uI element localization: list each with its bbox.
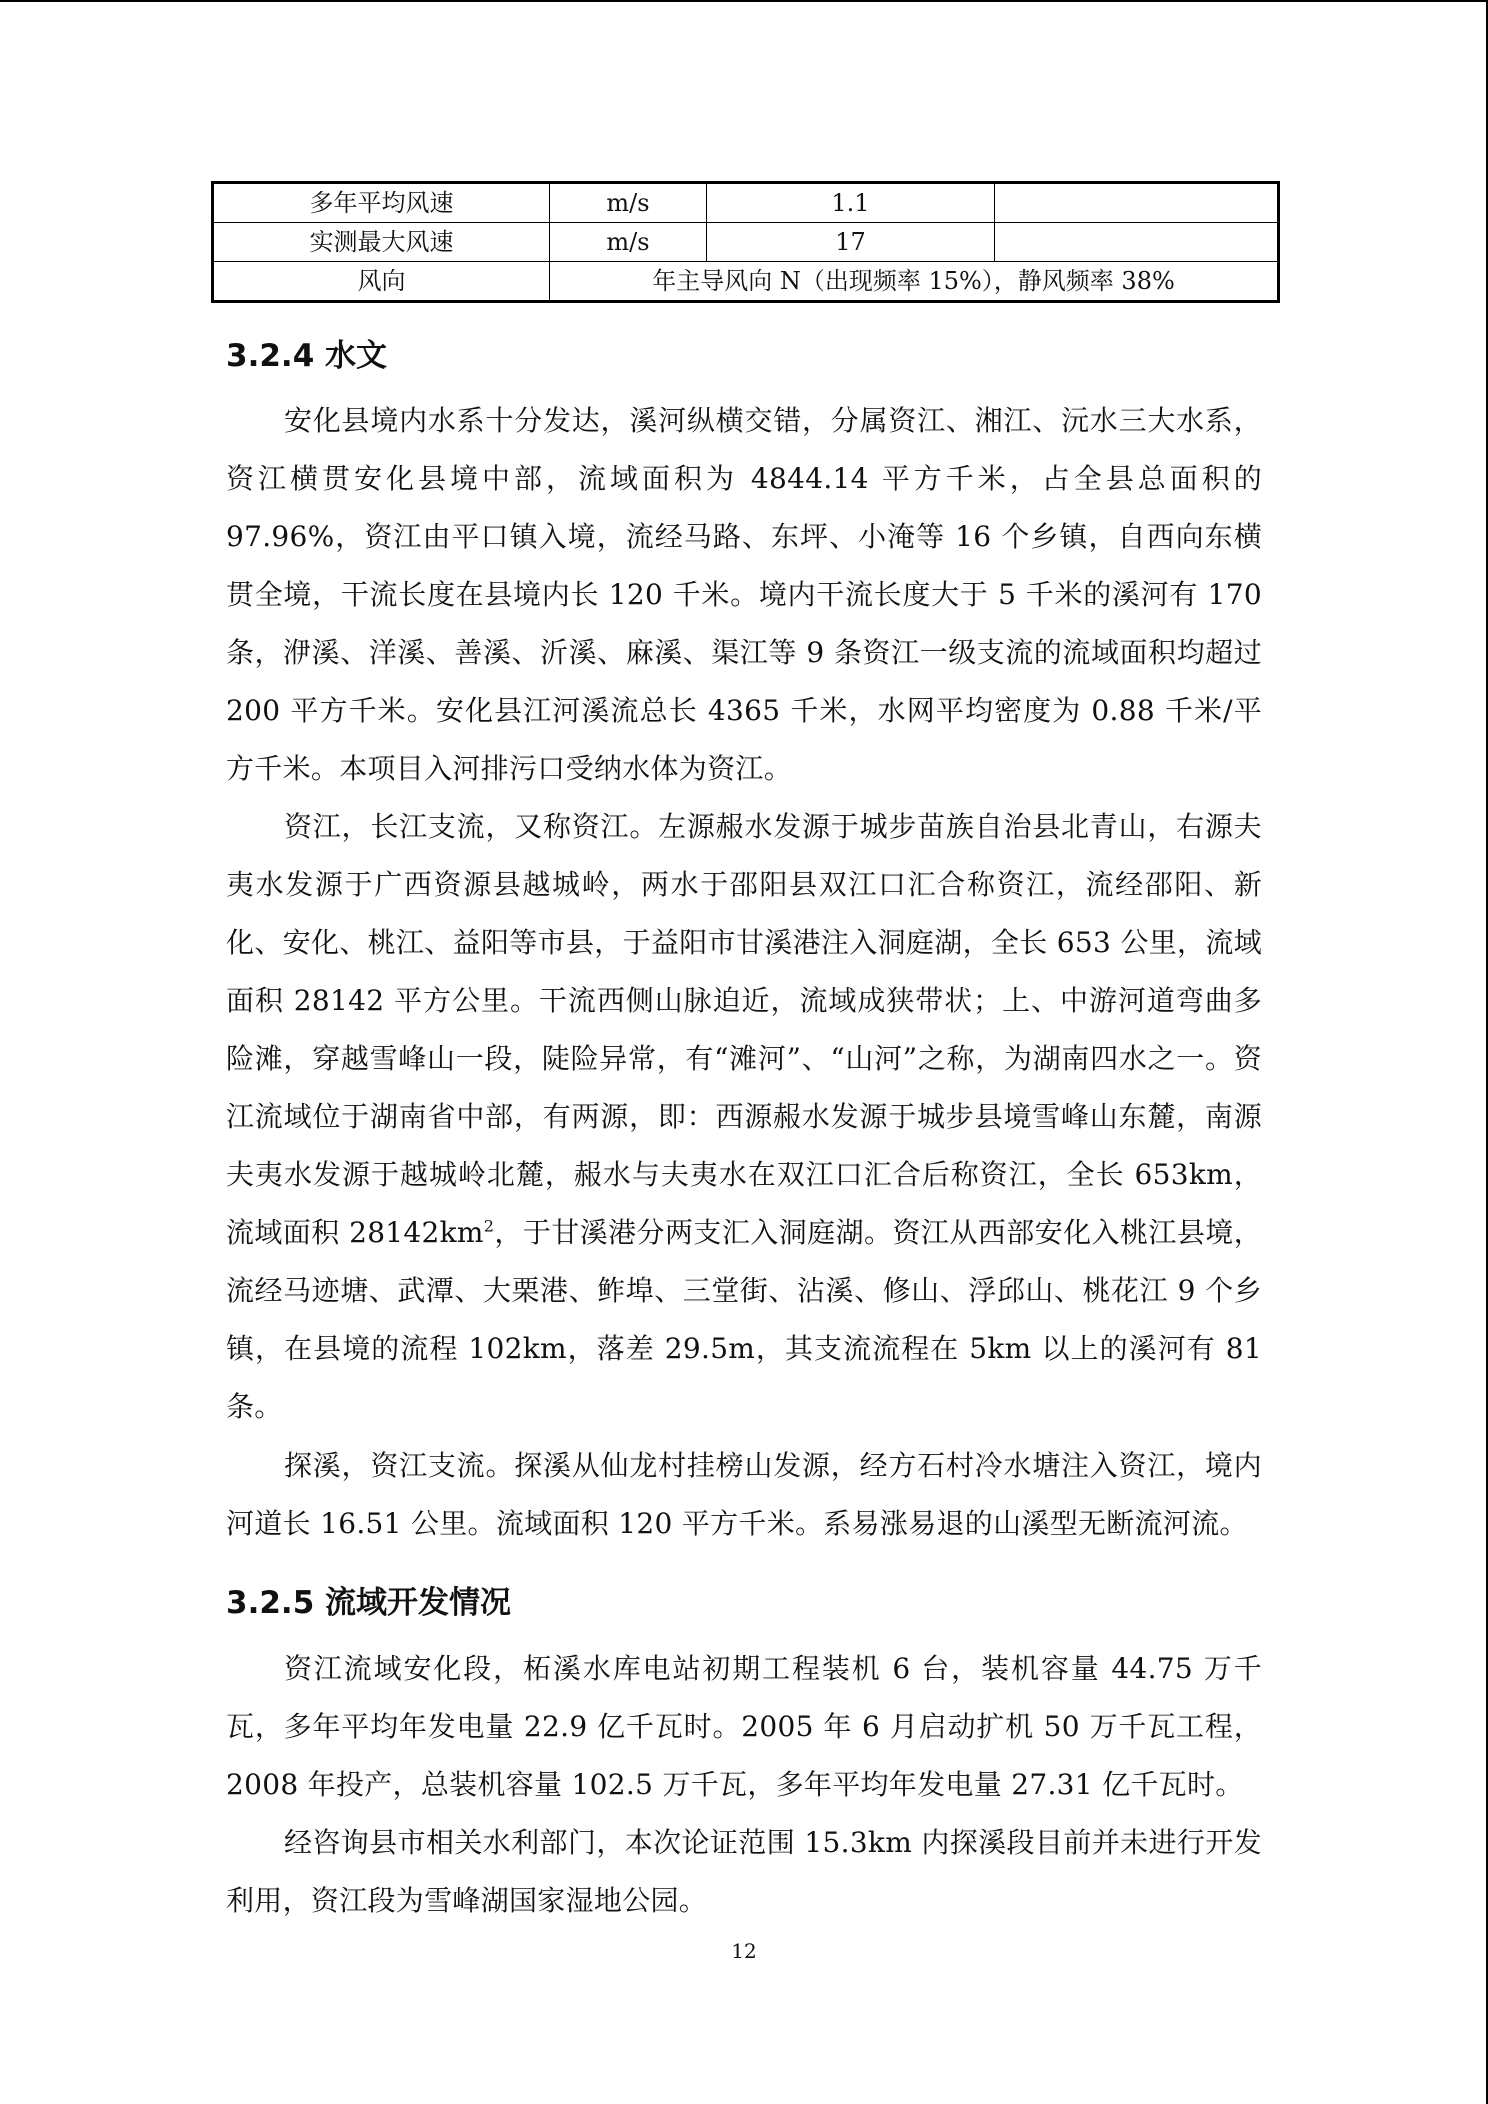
table-cell-item: 实测最大风速 bbox=[213, 223, 550, 262]
hydrology-paragraph-2-text-b: ，于甘溪港分两支汇入洞庭湖。资江从西部安化入桃江县境，流经马迹塘、武潭、大栗港、鲊埠、三堂街、沾溪、修山、浮邱山、桃花江 9 个乡镇，在县境的流程 102km，落差 29.5m，其支流流程在 5km 以上的溪河有 81 条。 bbox=[226, 1216, 1262, 1423]
climate-table bbox=[211, 181, 1280, 303]
development-paragraph-1: 资江流域安化段，柘溪水库电站初期工程装机 6 台，装机容量 44.75 万千瓦，多年平均年发电量 22.9 亿千瓦时。2005 年 6 月启动扩机 50 万千瓦工程，2008 年投产，总装机容量 102.5 万千瓦，多年平均年发电量 27.31 亿千瓦时。 bbox=[226, 1652, 1262, 1801]
page-number: 12 bbox=[731, 1939, 757, 1963]
table-cell-item: 风向 bbox=[213, 262, 550, 302]
superscript-2: 2 bbox=[483, 1216, 495, 1236]
hydrology-paragraph-2-text-a: 资江，长江支流，又称资江。左源赧水发源于城步苗族自治县北青山，右源夫夷水发源于广西资源县越城岭，两水于邵阳县双江口汇合称资江，流经邵阳、新化、安化、桃江、益阳等市县，于益阳市甘溪港注入洞庭湖，全长 653 公里，流域面积 28142 平方公里。干流西侧山脉迫近，流域成狭带状；上、中游河道弯曲多险滩，穿越雪峰山一段，陡险异常，有“滩河”、“山河”之称，为湖南四水之一。资江流域位于湖南省中部，有两源，即：西源赧水发源于城步县境雪峰山东麓，南源夫夷水发源于越城岭北麓，赧水与夫夷水在双江口汇合后称资江，全长 653km，流域面积 28142km bbox=[226, 810, 1262, 1249]
table-cell-unit: m/s bbox=[550, 183, 707, 223]
table-cell-wind-direction: 年主导风向 N（出现频率 15%），静风频率 38% bbox=[550, 262, 1279, 302]
table-cell-value: 17 bbox=[707, 223, 995, 262]
hydrology-paragraph-2 bbox=[226, 798, 1262, 1436]
table-cell-note bbox=[995, 183, 1279, 223]
table-cell-value: 1.1 bbox=[707, 183, 995, 223]
section-heading-development: 3.2.5 流域开发情况 bbox=[226, 1585, 512, 1621]
table-cell-item: 多年平均风速 bbox=[213, 183, 550, 223]
table-row bbox=[213, 183, 1279, 223]
page-top-border bbox=[0, 0, 1488, 2]
section-heading-hydrology: 3.2.4 水文 bbox=[226, 338, 388, 374]
table-cell-note bbox=[995, 223, 1279, 262]
table-row bbox=[213, 223, 1279, 262]
table-cell-unit: m/s bbox=[550, 223, 707, 262]
hydrology-paragraph-3: 探溪，资江支流。探溪从仙龙村挂榜山发源，经方石村冷水塘注入资江，境内河道长 16.51 公里。流域面积 120 平方千米。系易涨易退的山溪型无断流河流。 bbox=[226, 1449, 1262, 1540]
hydrology-paragraph-1: 安化县境内水系十分发达，溪河纵横交错，分属资江、湘江、沅水三大水系，资江横贯安化县境中部，流域面积为 4844.14 平方千米，占全县总面积的 97.96%，资江由平口镇入境，流经马路、东坪、小淹等 16 个乡镇，自西向东横贯全境，干流长度在县境内长 120 千米。境内干流长度大于 5 千米的溪河有 170 条，洢溪、洋溪、善溪、沂溪、麻溪、渠江等 9 条资江一级支流的流域面积均超过 200 平方千米。安化县江河溪流总长 4365 千米，水网平均密度为 0.88 千米/平方千米。本项目入河排污口受纳水体为资江。 bbox=[226, 404, 1262, 785]
development-paragraph-2: 经咨询县市相关水利部门，本次论证范围 15.3km 内探溪段目前并未进行开发利用，资江段为雪峰湖国家湿地公园。 bbox=[226, 1826, 1262, 1917]
table-row bbox=[213, 262, 1279, 302]
